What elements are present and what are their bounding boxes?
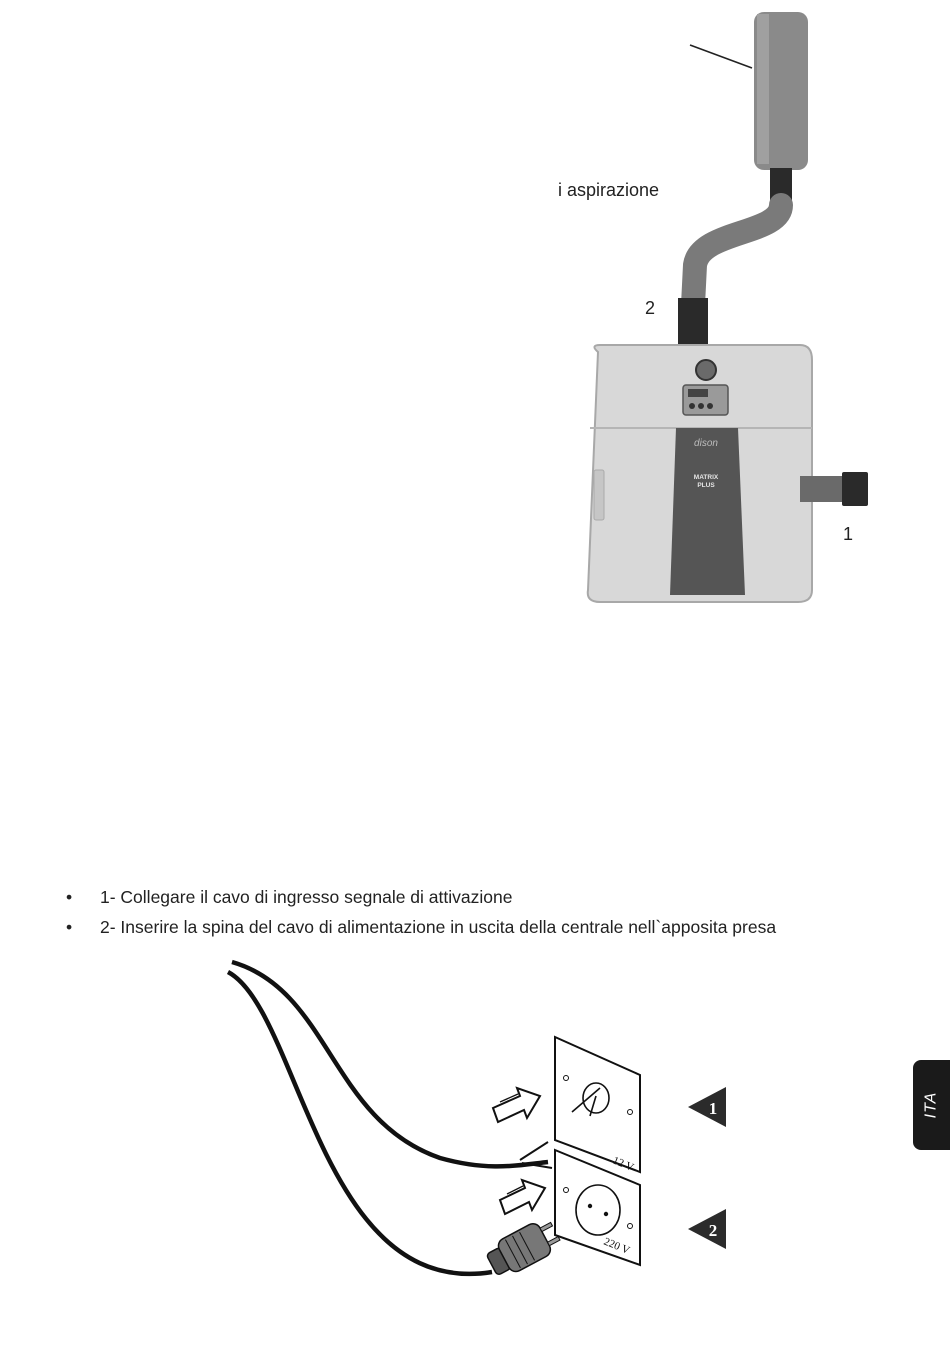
bullet: • bbox=[66, 887, 73, 907]
list-item bbox=[62, 882, 902, 912]
unit-button bbox=[696, 360, 716, 380]
instructions-list bbox=[62, 882, 902, 942]
instruction-1: 1- Collegare il cavo di ingresso segnale di attivazione bbox=[100, 887, 513, 907]
unit-center-panel bbox=[670, 428, 745, 595]
unit-brand: dison bbox=[694, 438, 718, 449]
label-intake: i aspirazione bbox=[558, 180, 660, 200]
wiring-diagram bbox=[200, 945, 760, 1325]
marker-1-triangle bbox=[688, 1087, 726, 1127]
unit-model-line2: PLUS bbox=[697, 482, 715, 489]
marker-2: 2 bbox=[708, 1221, 718, 1240]
leader-line bbox=[690, 45, 752, 68]
instruction-2: 2- Inserire la spina del cavo di alimentazione in uscita della centrale nell`apposita presa bbox=[100, 917, 777, 937]
list-item bbox=[62, 912, 902, 942]
language-tab bbox=[913, 1060, 950, 1150]
side-intake-pipe bbox=[800, 476, 848, 502]
callout-2: 2 bbox=[645, 298, 656, 318]
marker-2-triangle bbox=[688, 1209, 726, 1249]
socket-label-12v: 12 V bbox=[610, 1154, 636, 1174]
central-unit-figure bbox=[540, 0, 950, 620]
intake-coupling bbox=[678, 298, 708, 348]
arrow-icon bbox=[493, 1088, 540, 1122]
language-tab-label: ITA bbox=[922, 1091, 940, 1119]
signal-cable bbox=[232, 962, 548, 1166]
bullet: • bbox=[66, 917, 73, 937]
bent-pipe bbox=[693, 205, 781, 305]
arrow-icon bbox=[500, 1180, 545, 1214]
marker-1: 1 bbox=[708, 1099, 718, 1118]
power-plug bbox=[483, 1215, 563, 1281]
callout-1: 1 bbox=[843, 524, 854, 544]
socket-plate-12v bbox=[555, 1037, 640, 1172]
power-cable bbox=[228, 972, 492, 1274]
unit-model-line1: MATRIX bbox=[693, 474, 719, 481]
socket-label-220v: 220 V bbox=[601, 1235, 632, 1257]
